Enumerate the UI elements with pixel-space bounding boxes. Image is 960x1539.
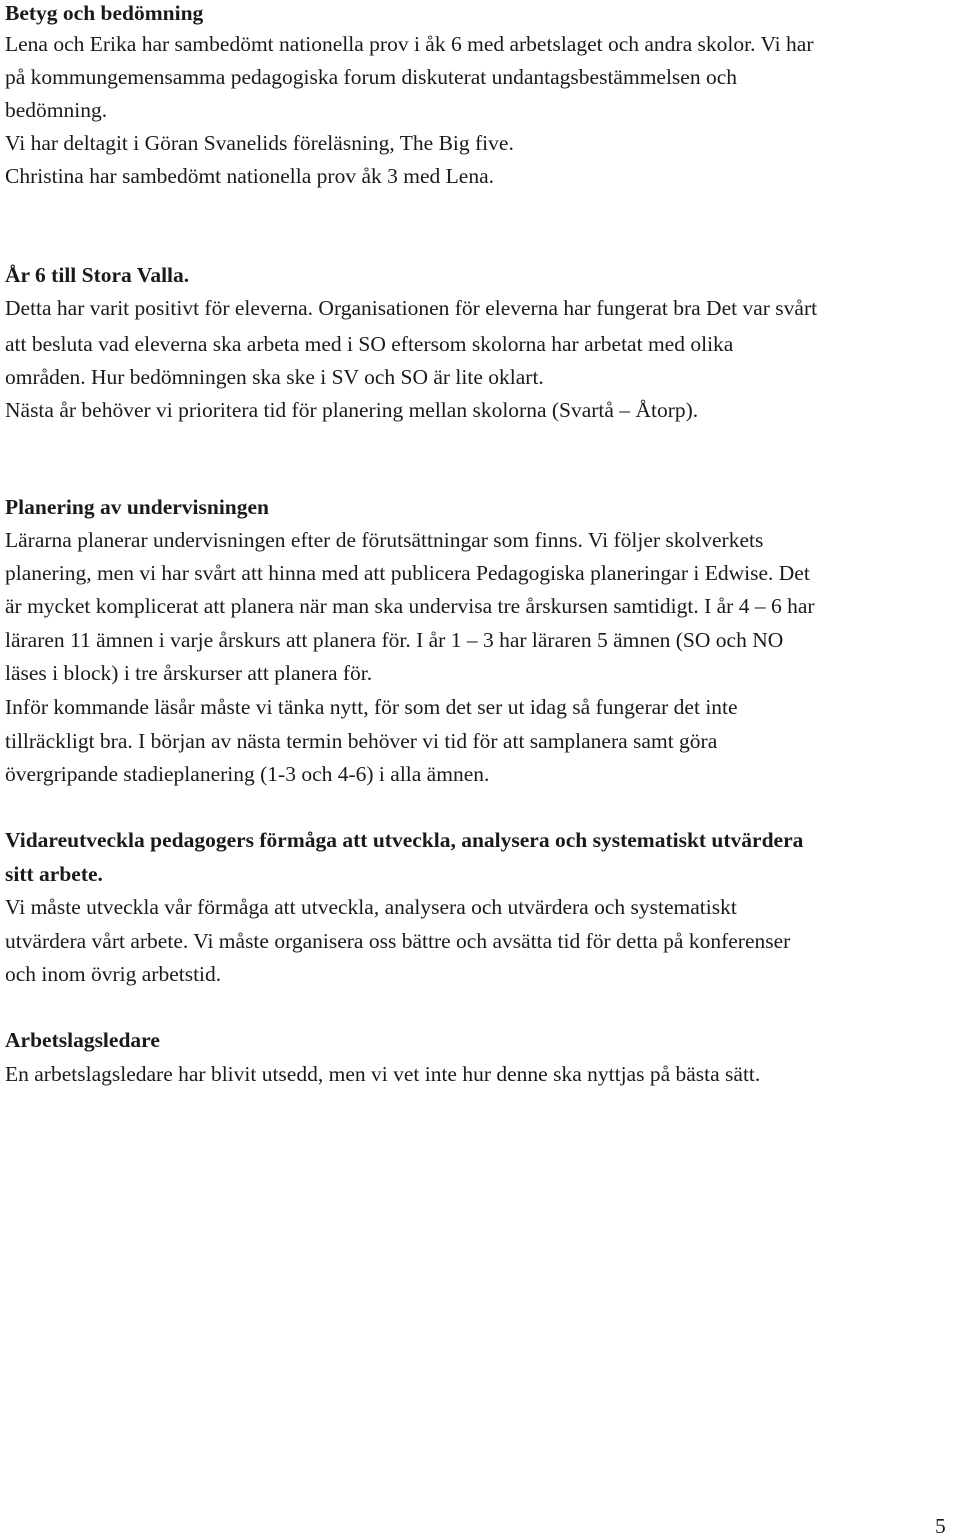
paragraph-line: tillräckligt bra. I början av nästa termin behöver vi tid för att samplanera samt göra [5, 729, 718, 753]
paragraph-line: är mycket komplicerat att planera när man ska undervisa tre årskursen samtidigt. I år 4 – 6 har [5, 594, 815, 618]
paragraph-line: Vi måste utveckla vår förmåga att utveckla, analysera och utvärdera och systematiskt [5, 895, 737, 919]
paragraph-line: Lena och Erika har sambedömt nationella prov i åk 6 med arbetslaget och andra skolor. Vi har [5, 32, 814, 56]
paragraph-line: planering, men vi har svårt att hinna med att publicera Pedagogiska planeringar i Edwise. Det [5, 561, 810, 585]
page-number: 5 [935, 1514, 946, 1538]
paragraph-line: läses i block) i tre årskurser att planera för. [5, 661, 373, 685]
paragraph-line: på kommungemensamma pedagogiska forum diskuterat undantagsbestämmelsen och [5, 65, 738, 89]
paragraph-line: Nästa år behöver vi prioritera tid för planering mellan skolorna (Svartå – Åtorp). [5, 398, 699, 422]
heading-ar6: År 6 till Stora Valla. [5, 263, 190, 287]
paragraph-line: utvärdera vårt arbete. Vi måste organisera oss bättre och avsätta tid för detta på konferenser [5, 929, 791, 953]
paragraph-line: bedömning. [5, 98, 108, 122]
paragraph-line: Vi har deltagit i Göran Svanelids föreläsning, The Big five. [5, 131, 514, 155]
paragraph-line: Christina har sambedömt nationella prov åk 3 med Lena. [5, 164, 494, 188]
paragraph-line: övergripande stadieplanering (1-3 och 4-6) i alla ämnen. [5, 762, 490, 786]
paragraph-line: och inom övrig arbetstid. [5, 962, 222, 986]
paragraph-line: Lärarna planerar undervisningen efter de förutsättningar som finns. Vi följer skolverkets [5, 528, 764, 552]
paragraph-line: läraren 11 ämnen i varje årskurs att planera för. I år 1 – 3 har läraren 5 ämnen (SO och NO [5, 628, 784, 652]
paragraph-line: områden. Hur bedömningen ska ske i SV och SO är lite oklart. [5, 365, 544, 389]
paragraph-line: En arbetslagsledare har blivit utsedd, men vi vet inte hur denne ska nyttjas på bästa sätt. [5, 1062, 761, 1086]
paragraph-line: Detta har varit positivt för eleverna. Organisationen för eleverna har fungerat bra Det var svårt [5, 296, 818, 320]
heading-betyg: Betyg och bedömning [5, 1, 204, 25]
paragraph-line: Inför kommande läsår måste vi tänka nytt, för som det ser ut idag så fungerar det inte [5, 695, 738, 719]
paragraph-line: att besluta vad eleverna ska arbeta med i SO eftersom skolorna har arbetat med olika [5, 332, 734, 356]
heading-vidareutveckla: Vidareutveckla pedagogers förmåga att utveckla, analysera och systematiskt utvärdera [5, 828, 804, 852]
heading-vidareutveckla-cont: sitt arbete. [5, 862, 103, 886]
heading-planering: Planering av undervisningen [5, 495, 270, 519]
heading-arbetslagsledare: Arbetslagsledare [5, 1028, 160, 1052]
